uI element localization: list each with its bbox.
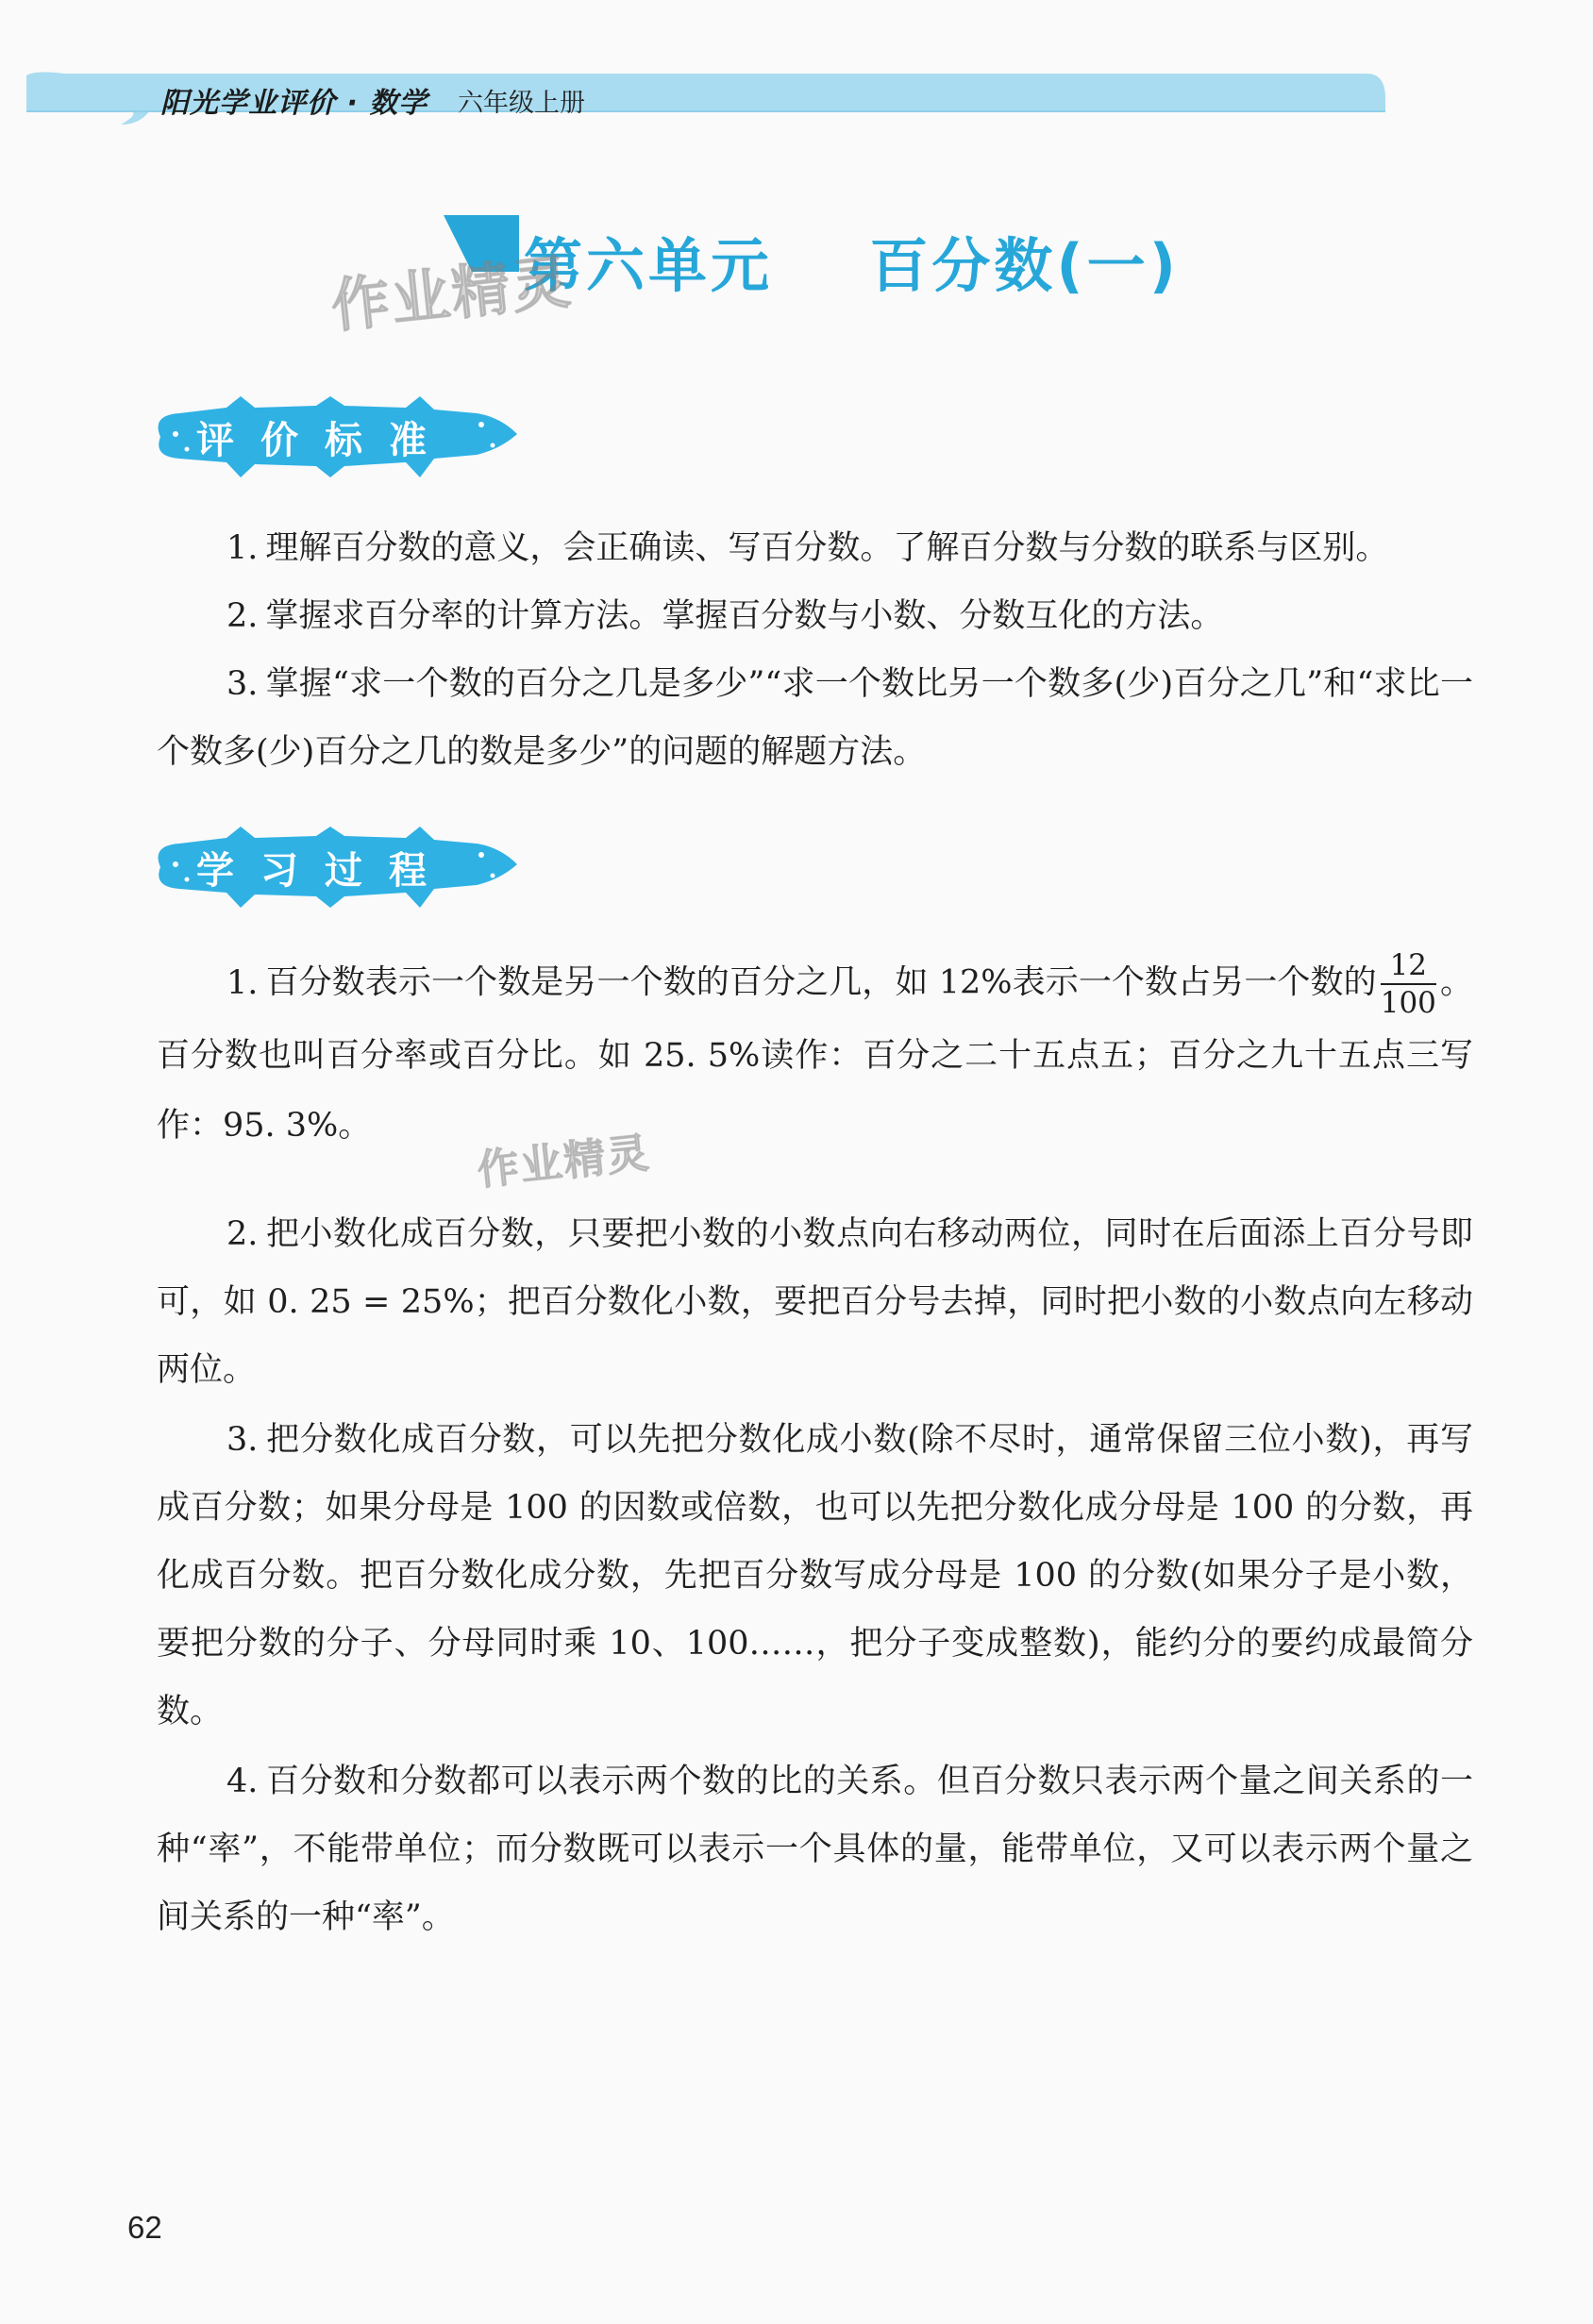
- process-paragraph-1: 1. 百分数表示一个数是另一个数的百分之几，如 12%表示一个数占另一个数的 $\frac{12}{100}$ 。百分数也叫百分率或百分比。如 25. 5%读作：百分之二十五点五；百分之九十五点三写作：95. 3%。: [157, 948, 1473, 1145]
- standard-item-3: 3. 掌握“求一个数的百分之几是多少”“求一个数比另一个数多(少)百分之几”和“求比一个数多(少)百分之几的数是多少”的问题的解题方法。: [157, 665, 1473, 771]
- standard-item-2: 2. 掌握求百分率的计算方法。掌握百分数与小数、分数互化的方法。: [226, 597, 1224, 635]
- watermark: 作业精灵: [475, 1129, 653, 1195]
- page-number: 62: [127, 2210, 162, 2245]
- section-heading-process: 学习过程: [196, 848, 453, 893]
- process-paragraph-4: 4. 百分数和分数都可以表示两个数的比的关系。但百分数只表示两个量之间关系的一种“率”，不能带单位；而分数既可以表示一个具体的量，能带单位，又可以表示两个量之间关系的一种“率”。: [157, 1763, 1473, 1936]
- section-heading-standards: 评价标准: [196, 418, 453, 462]
- section-banner-process: [151, 827, 528, 908]
- watermark: 作业精灵: [327, 246, 576, 342]
- process-paragraph-2: 2. 把小数化成百分数，只要把小数的小数点向右移动两位，同时在后面添上百分号即可，如 0. 25 = 25%；把百分数化小数，要把百分号去掉，同时把小数的小数点向左移动两位。: [157, 1215, 1473, 1389]
- header-grade: 六年级上册: [458, 89, 585, 118]
- standard-item-1: 1. 理解百分数的意义，会正确读、写百分数。了解百分数与分数的联系与区别。: [226, 529, 1389, 567]
- unit-title: 第六单元 百分数(一): [524, 231, 1181, 300]
- process-paragraph-3: 3. 把分数化成百分数，可以先把分数化成小数(除不尽时，通常保留三位小数)，再写成百分数；如果分母是 100 的因数或倍数，也可以先把分数化成分母是 100 的分数，再化成百分数。把百分数化成分数，先把百分数写成分母是 100 的分数(如果分子是小数，要把分数的分子、分母同时乘 10、100……，把分子变成整数)，能约分的要约成最简分数。: [157, 1421, 1473, 1730]
- header-title: 阳光学业评价 · 数学: [160, 87, 428, 120]
- fraction: $\frac{12}{100}$: [1380, 948, 1436, 1020]
- section-banner-standards: [151, 396, 528, 477]
